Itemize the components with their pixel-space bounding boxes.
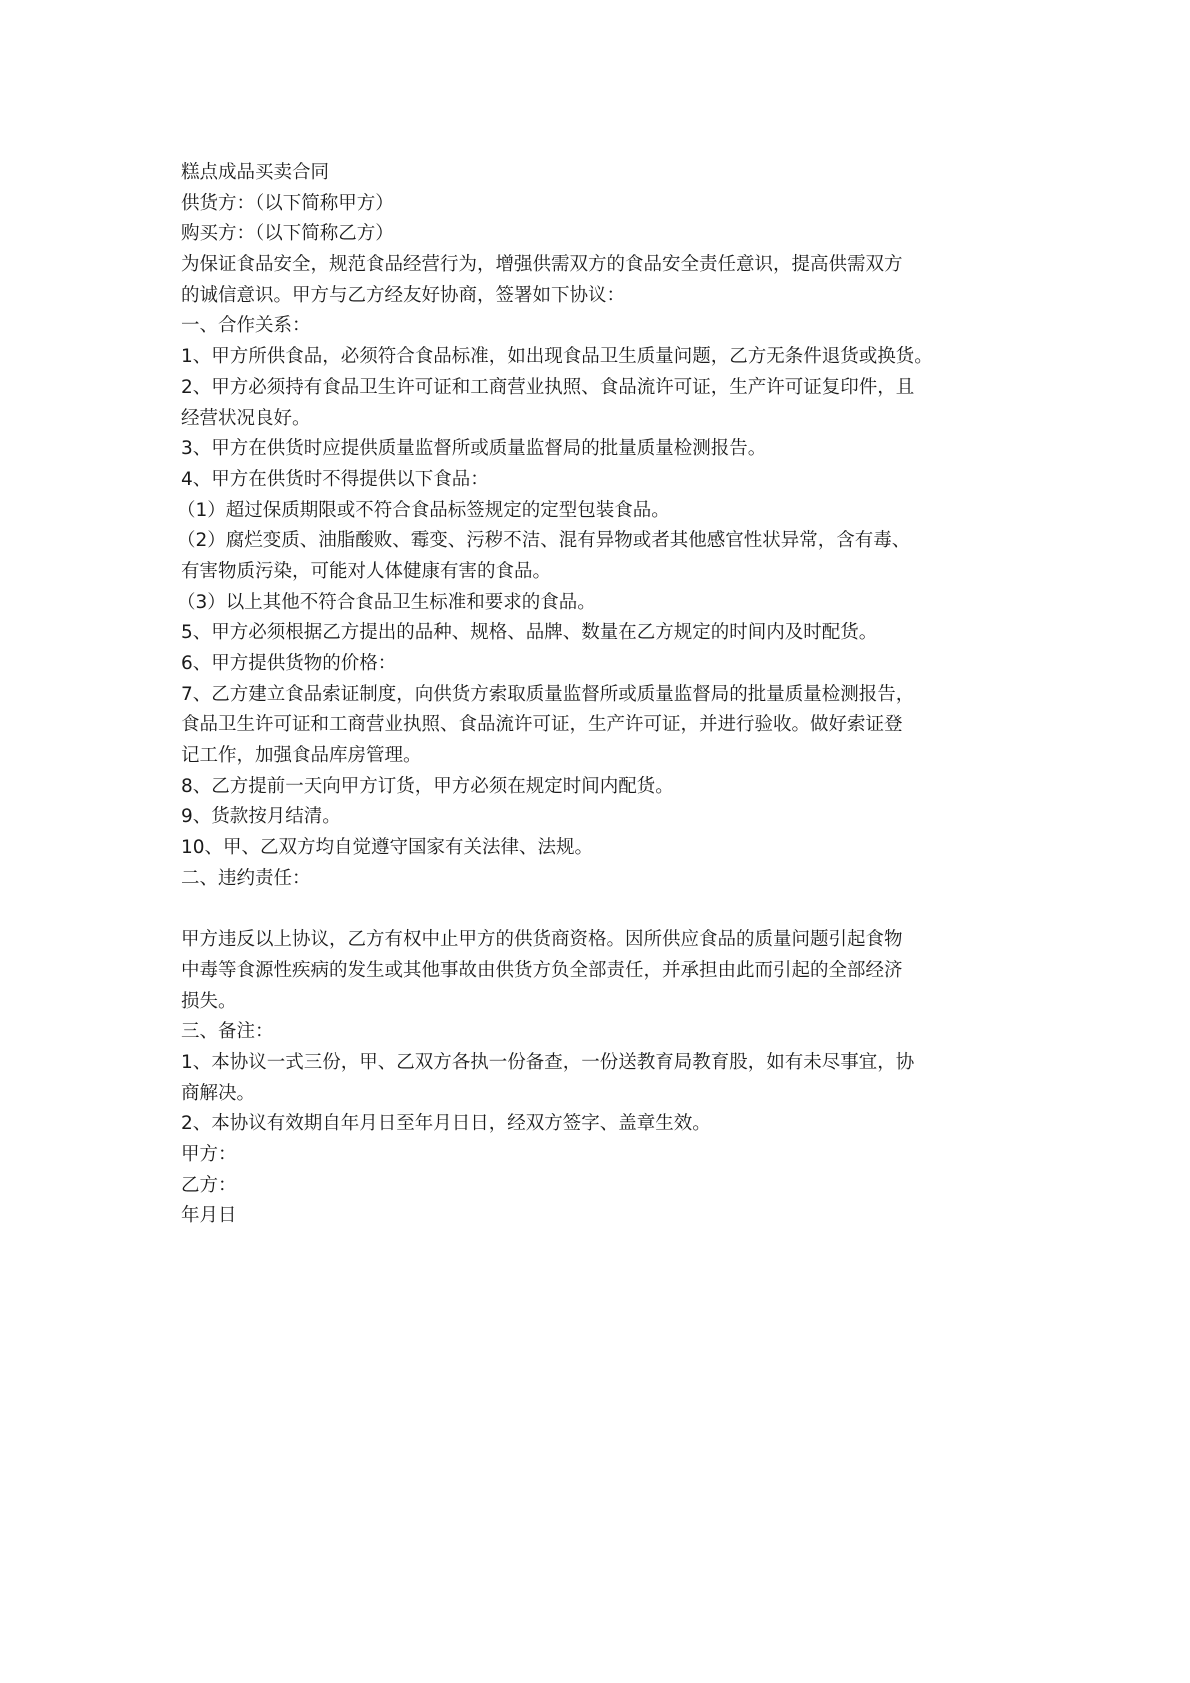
section-heading-liability: 二、违约责任： <box>181 867 311 889</box>
clause-1 <box>181 342 1031 373</box>
clause-7 <box>181 680 1031 772</box>
clause-line: 经营状况良好。 <box>181 407 311 429</box>
clause-line: 4、甲方在供货时不得提供以下食品： <box>181 468 489 490</box>
clause-2 <box>181 373 1031 434</box>
clause-line: 6、甲方提供货物的价格： <box>181 653 397 674</box>
remark-line: 2、本协议有效期自年月日至年月日日，经双方签字、盖章生效。 <box>181 1113 711 1135</box>
clause-line: （3）以上其他不符合食品卫生标准和要求的食品。 <box>177 591 596 613</box>
clause-line: 有害物质污染，可能对人体健康有害的食品。 <box>181 560 552 582</box>
liability-line: 中毒等食源性疾病的发生或其他事故由供货方负全部责任，并承担由此而引起的全部经济 <box>181 959 903 981</box>
preamble-line: 为保证食品安全，规范食品经营行为，增强供需双方的食品安全责任意识，提高供需双方 <box>181 254 903 276</box>
blank-line <box>181 895 1031 926</box>
remark-2 <box>181 1109 1031 1140</box>
clause-line: 记工作，加强食品库房管理。 <box>181 745 422 767</box>
clause-line: （1）超过保质期限或不符合食品标签规定的定型包装食品。 <box>177 499 670 521</box>
sub-clause-1 <box>177 496 1031 527</box>
section-heading-cooperation: 一、合作关系： <box>181 315 311 337</box>
remark-line: 1、本协议一式三份，甲、乙双方各执一份备查，一份送教育局教育股，如有未尽事宜，协 <box>181 1051 915 1073</box>
clause-line: 1、甲方所供食品，必须符合食品标准，如出现食品卫生质量问题，乙方无条件退货或换货。 <box>181 346 933 368</box>
clause-10 <box>181 833 1031 864</box>
clause-line: 食品卫生许可证和工商营业执照、食品流许可证，生产许可证，并进行验收。做好索证登 <box>181 714 903 736</box>
clause-line: 7、乙方建立食品索证制度，向供货方索取质量监督所或质量监督局的批量质量检测报告， <box>181 683 915 705</box>
remark-1 <box>181 1048 1031 1109</box>
clause-line: 8、乙方提前一天向甲方订货，甲方必须在规定时间内配货。 <box>181 775 674 797</box>
remark-line: 商解决。 <box>181 1082 256 1104</box>
sub-clause-2 <box>177 526 1031 587</box>
clause-9 <box>181 802 1031 833</box>
clause-5 <box>181 618 1031 649</box>
clause-line: 9、货款按月结清。 <box>181 806 341 828</box>
sub-clause-3 <box>177 588 1031 619</box>
clause-line: 2、甲方必须持有食品卫生许可证和工商营业执照、食品流许可证，生产许可证复印件，且 <box>181 376 915 398</box>
preamble-line: 的诚信意识。甲方与乙方经友好协商，签署如下协议： <box>181 284 626 306</box>
section-heading-remarks: 三、备注： <box>181 1021 274 1043</box>
buyer-line: 购买方：（以下简称乙方） <box>181 223 394 245</box>
signature-date: 年月日 <box>181 1205 237 1227</box>
liability-line: 损失。 <box>181 990 237 1012</box>
contract-body <box>177 158 1031 1232</box>
clause-4 <box>181 465 1031 496</box>
preamble <box>181 250 1031 311</box>
liability-paragraph <box>181 925 1031 1017</box>
clause-line: 5、甲方必须根据乙方提出的品种、规格、品牌、数量在乙方规定的时间内及时配货。 <box>181 622 878 644</box>
liability-line: 甲方违反以上协议，乙方有权中止甲方的供货商资格。因所供应食品的质量问题引起食物 <box>181 929 903 951</box>
clause-line: 3、甲方在供货时应提供质量监督所或质量监督局的批量质量检测报告。 <box>181 438 767 460</box>
clause-line: （2）腐烂变质、油脂酸败、霉变、污秽不洁、混有异物或者其他感官性状异常，含有毒、 <box>177 530 911 552</box>
signature-party-b: 乙方： <box>181 1174 237 1196</box>
clause-8 <box>181 772 1031 803</box>
supplier-line: 供货方：（以下简称甲方） <box>181 192 394 214</box>
clause-3 <box>181 434 1031 465</box>
clause-line: 10、甲、乙双方均自觉遵守国家有关法律、法规。 <box>181 837 594 859</box>
contract-title: 糕点成品买卖合同 <box>181 162 330 183</box>
signature-party-a: 甲方： <box>181 1144 237 1165</box>
clause-6 <box>181 649 1031 680</box>
